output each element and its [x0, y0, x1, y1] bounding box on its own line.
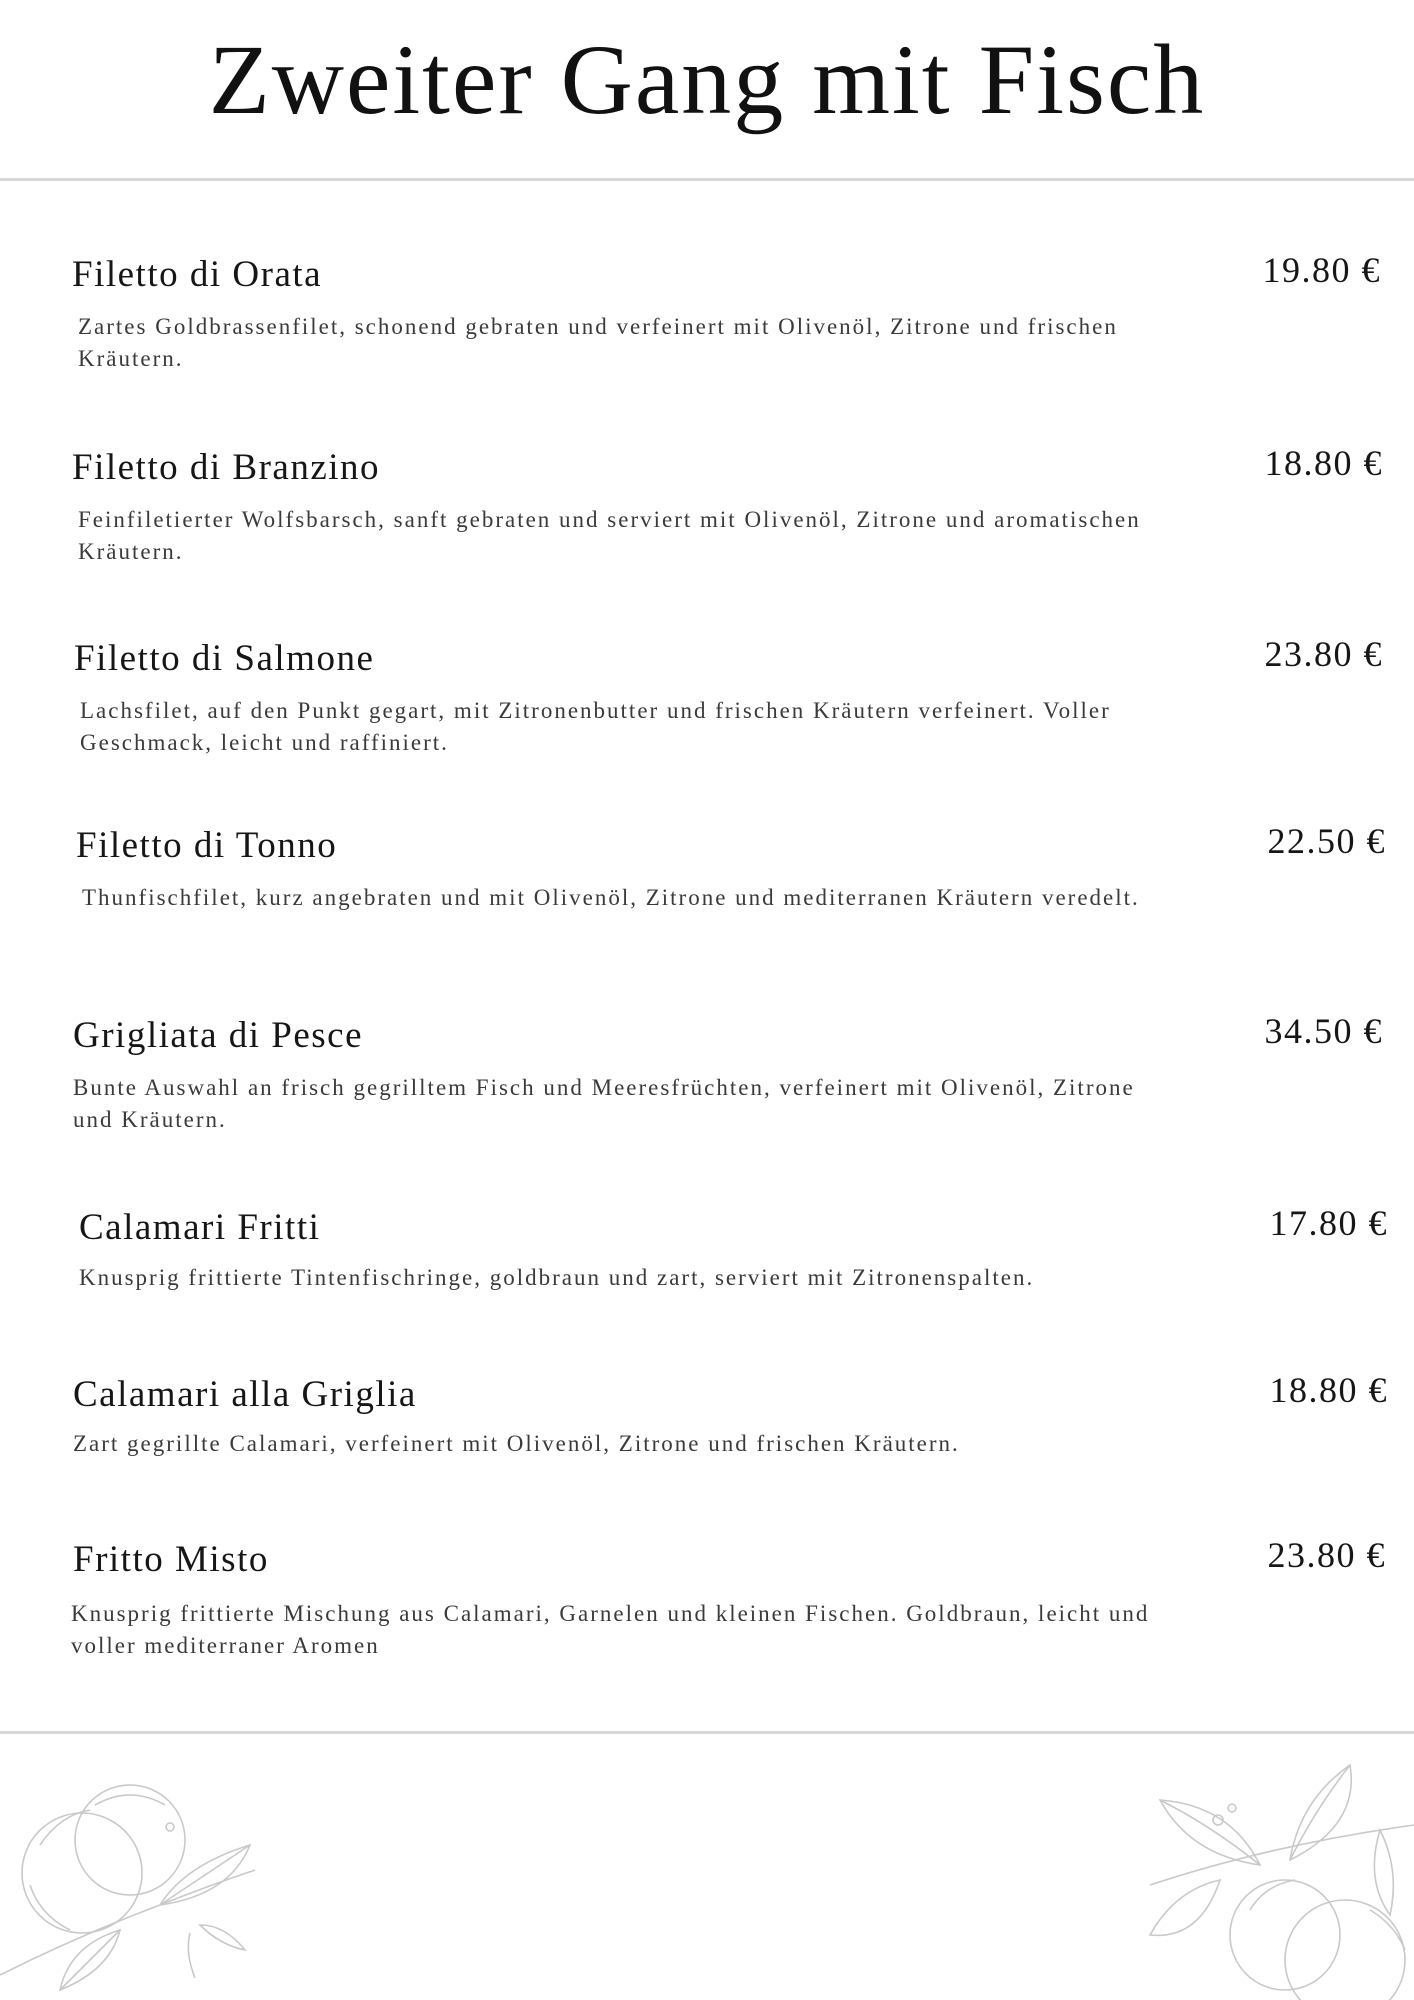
- item-price: 18.80 €: [1269, 1370, 1388, 1410]
- item-description: Bunte Auswahl an frisch gegrilltem Fisch und Meeresfrüchten, verfeinert mit Olivenöl, Zitrone und Kräutern.: [73, 1075, 1135, 1132]
- menu-item: [0, 1011, 1414, 1176]
- item-price: 23.80 €: [1264, 634, 1383, 674]
- item-price: 22.50 €: [1267, 821, 1386, 861]
- item-name: Filetto di Tonno: [76, 825, 338, 866]
- item-description: Thunfischfilet, kurz angebraten und mit Olivenöl, Zitrone und mediterranen Kräutern veredelt.: [82, 885, 1140, 910]
- item-name: Calamari Fritti: [79, 1207, 321, 1248]
- page-title: Zweiter Gang mit Fisch: [208, 24, 1206, 135]
- item-name: Filetto di Orata: [72, 254, 323, 295]
- item-price: 34.50 €: [1264, 1011, 1383, 1051]
- lemon-branch-icon: [1140, 1760, 1414, 2000]
- item-price: 23.80 €: [1267, 1535, 1386, 1575]
- item-description: Lachsfilet, auf den Punkt gegart, mit Zitronenbutter und frischen Kräutern verfeinert. Voller Geschmack, leicht und raffiniert.: [80, 698, 1111, 755]
- menu-item: [0, 1535, 1414, 1700]
- top-divider: [0, 178, 1414, 181]
- item-name: Calamari alla Griglia: [73, 1374, 417, 1415]
- menu-item: [0, 634, 1414, 799]
- item-price: 17.80 €: [1269, 1203, 1388, 1243]
- item-name: Grigliata di Pesce: [73, 1015, 364, 1056]
- menu-item: [0, 250, 1414, 415]
- item-name: Filetto di Branzino: [72, 447, 381, 488]
- item-description: Knusprig frittierte Mischung aus Calamari, Garnelen und kleinen Fischen. Goldbraun, leicht und voller mediterraner Aromen: [71, 1601, 1150, 1658]
- item-description: Zart gegrillte Calamari, verfeinert mit Olivenöl, Zitrone und frischen Kräutern.: [73, 1431, 960, 1456]
- lemon-branch-icon: [0, 1765, 270, 2000]
- menu-item: [0, 1370, 1414, 1535]
- item-price: 19.80 €: [1262, 250, 1381, 290]
- item-name: Fritto Misto: [73, 1539, 269, 1580]
- bottom-divider: [0, 1731, 1414, 1734]
- item-price: 18.80 €: [1264, 443, 1383, 483]
- item-name: Filetto di Salmone: [74, 638, 375, 679]
- item-description: Feinfiletierter Wolfsbarsch, sanft gebraten und serviert mit Olivenöl, Zitrone und aromatischen Kräutern.: [78, 507, 1141, 564]
- menu-item: [0, 443, 1414, 608]
- menu-item: [0, 1203, 1414, 1368]
- item-description: Knusprig frittierte Tintenfischringe, goldbraun und zart, serviert mit Zitronenspalten.: [79, 1265, 1035, 1290]
- item-description: Zartes Goldbrassenfilet, schonend gebraten und verfeinert mit Olivenöl, Zitrone und frischen Kräutern.: [78, 314, 1118, 371]
- menu-item: [0, 821, 1414, 986]
